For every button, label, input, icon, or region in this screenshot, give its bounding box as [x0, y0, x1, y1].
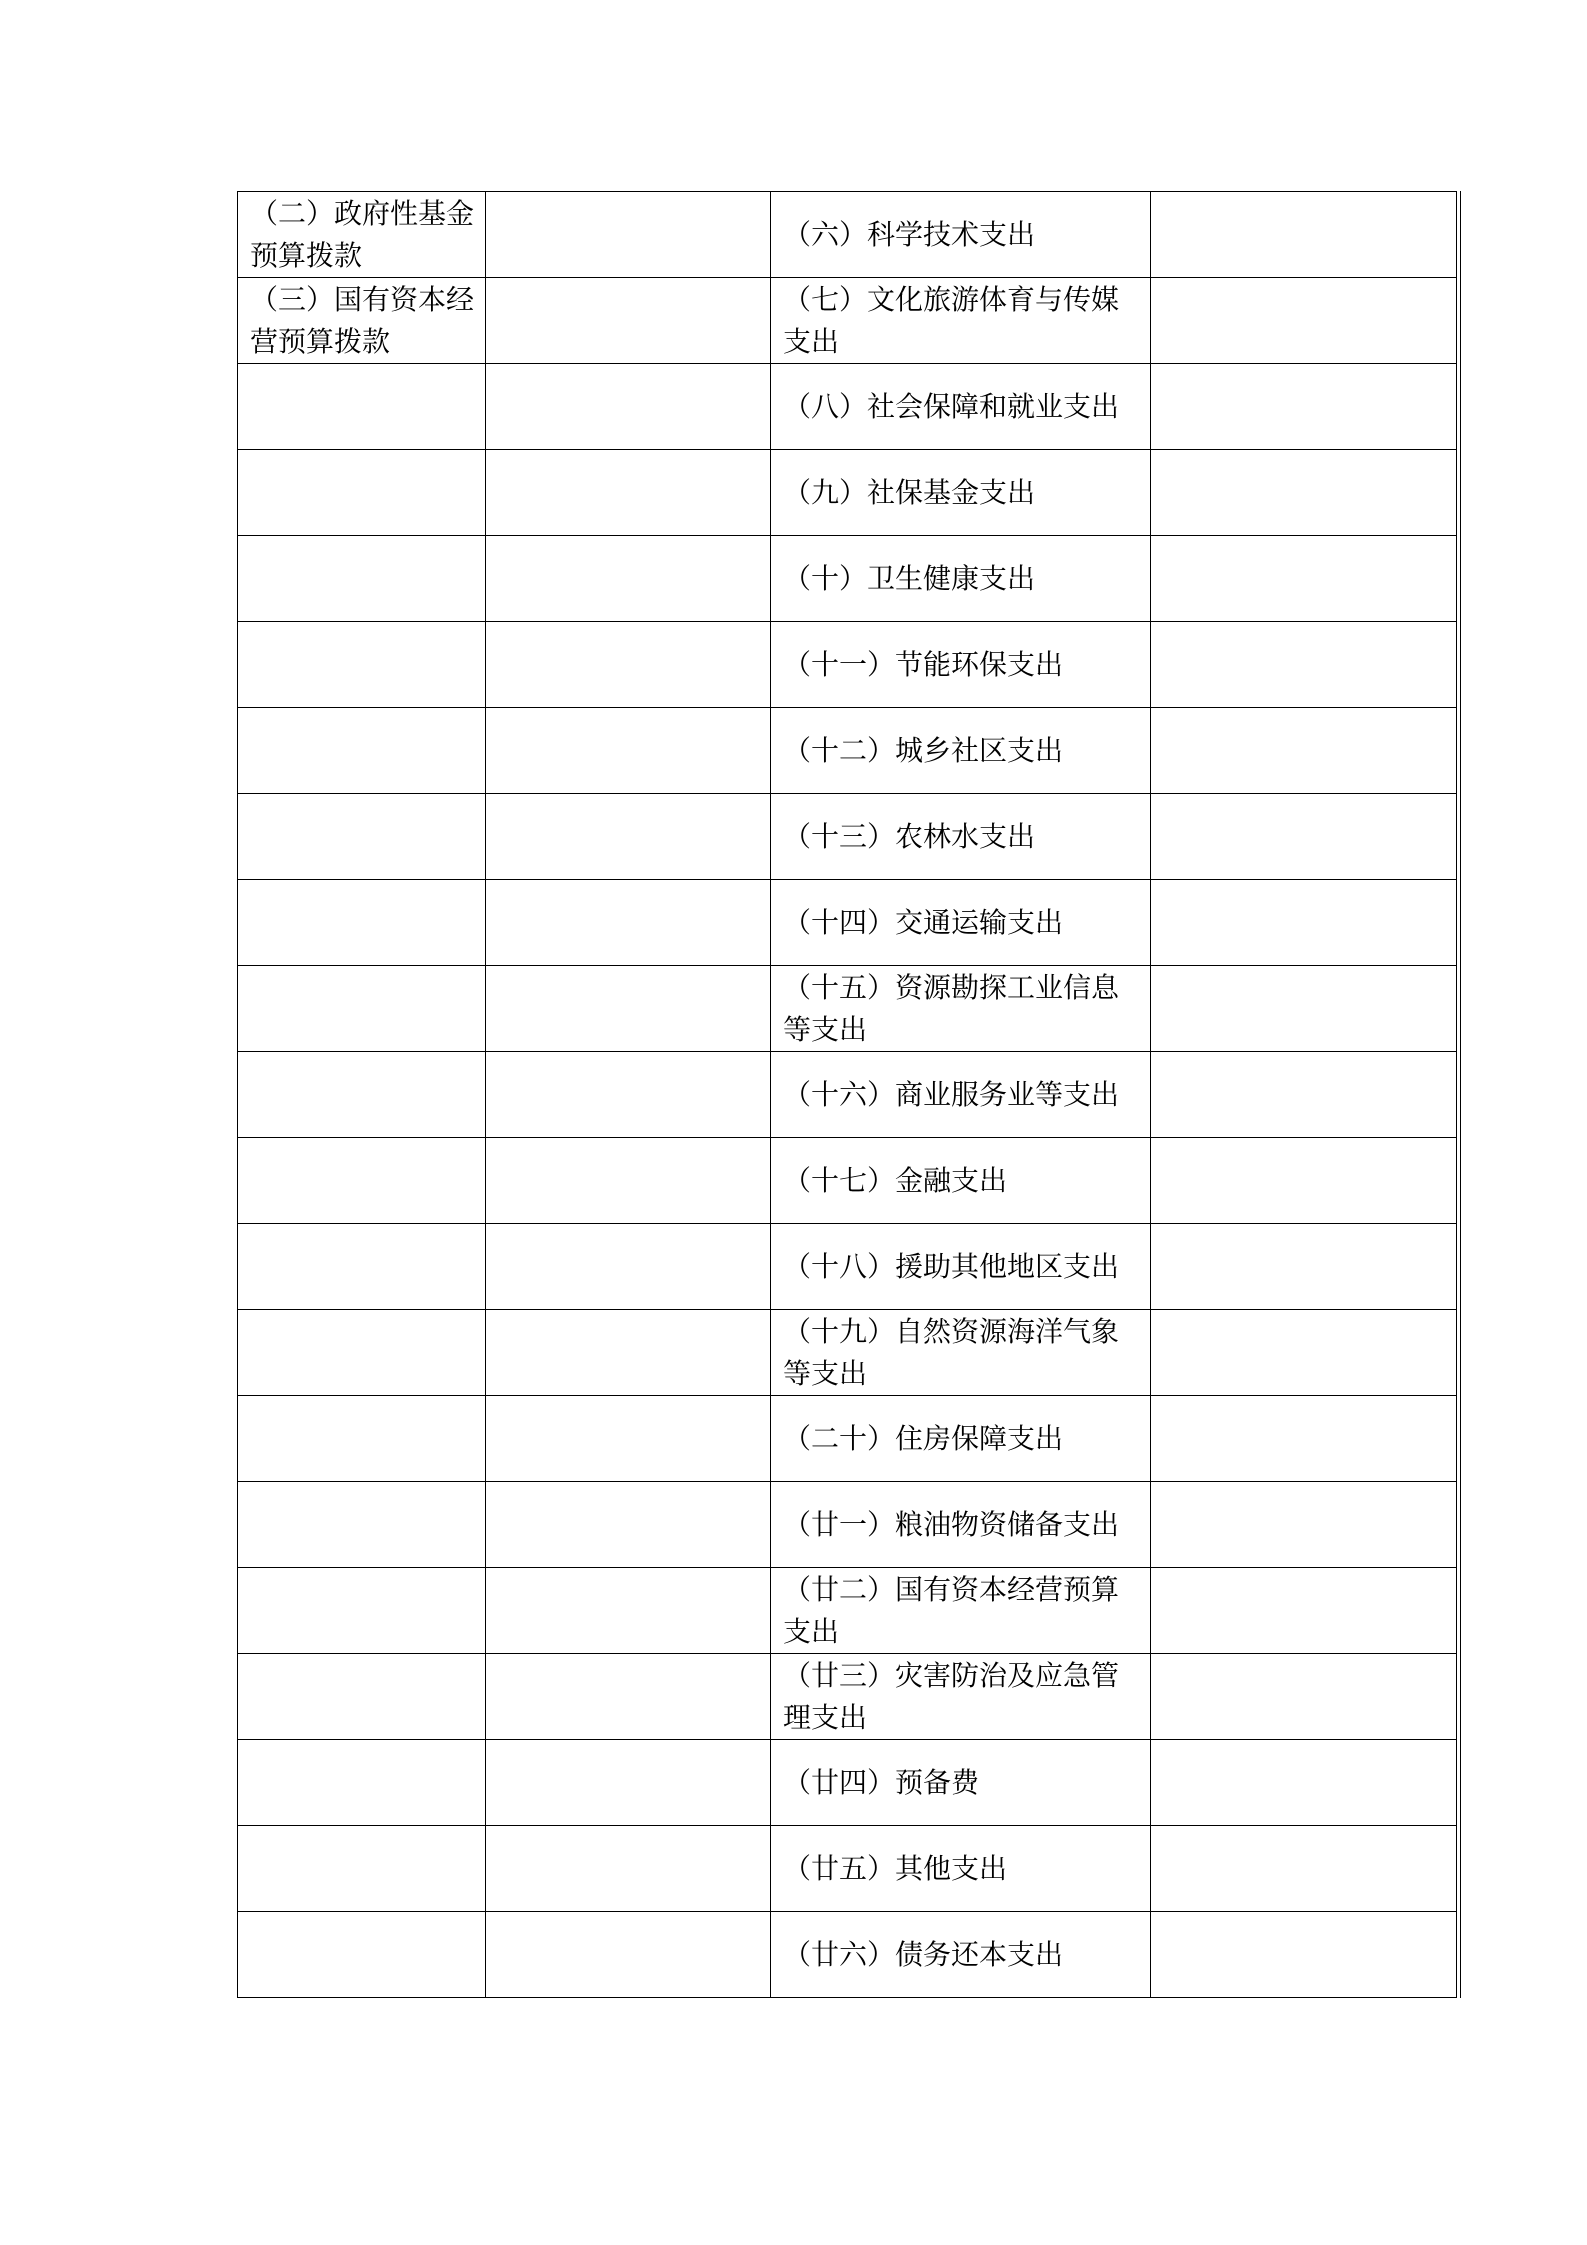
table-row: [238, 1740, 1457, 1826]
expense-amount-cell: [1151, 450, 1457, 536]
income-item-cell: （三）国有资本经营预算拨款: [238, 278, 486, 364]
table-row: [238, 1224, 1457, 1310]
expense-item-cell: （二十）住房保障支出: [771, 1396, 1151, 1482]
expense-amount-cell: [1151, 1826, 1457, 1912]
income-item-cell: [238, 1052, 486, 1138]
table-row: [238, 1912, 1457, 1998]
table-row: [238, 536, 1457, 622]
expense-amount-cell: [1151, 536, 1457, 622]
income-item-cell: [238, 450, 486, 536]
expense-item-cell: （十五）资源勘探工业信息等支出: [771, 966, 1151, 1052]
income-item-cell: [238, 364, 486, 450]
expense-item-cell: （十九）自然资源海洋气象等支出: [771, 1310, 1151, 1396]
expense-amount-cell: [1151, 1310, 1457, 1396]
expense-amount-cell: [1151, 1224, 1457, 1310]
income-item-cell: [238, 1740, 486, 1826]
income-amount-cell: [486, 192, 771, 278]
income-amount-cell: [486, 1310, 771, 1396]
expense-amount-cell: [1151, 1654, 1457, 1740]
expense-amount-cell: [1151, 1912, 1457, 1998]
income-amount-cell: [486, 1568, 771, 1654]
table-row: [238, 966, 1457, 1052]
income-amount-cell: [486, 966, 771, 1052]
income-item-cell: [238, 1482, 486, 1568]
income-amount-cell: [486, 1482, 771, 1568]
income-item-cell: [238, 966, 486, 1052]
expense-item-cell: （八）社会保障和就业支出: [771, 364, 1151, 450]
table-row: [238, 622, 1457, 708]
income-item-cell: [238, 536, 486, 622]
table-row: [238, 1482, 1457, 1568]
income-amount-cell: [486, 794, 771, 880]
table-row: [238, 794, 1457, 880]
income-item-cell: [238, 1826, 486, 1912]
income-amount-cell: [486, 1138, 771, 1224]
expense-item-cell: （廿二）国有资本经营预算支出: [771, 1568, 1151, 1654]
table-row: [238, 880, 1457, 966]
expense-amount-cell: [1151, 794, 1457, 880]
expense-item-cell: （九）社保基金支出: [771, 450, 1151, 536]
income-item-cell: [238, 1310, 486, 1396]
income-amount-cell: [486, 364, 771, 450]
income-amount-cell: [486, 1740, 771, 1826]
table-row: [238, 278, 1457, 364]
income-item-cell: [238, 1224, 486, 1310]
expense-item-cell: （廿一）粮油物资储备支出: [771, 1482, 1151, 1568]
expense-item-cell: （十）卫生健康支出: [771, 536, 1151, 622]
expense-item-cell: （廿五）其他支出: [771, 1826, 1151, 1912]
expense-item-cell: （六）科学技术支出: [771, 192, 1151, 278]
income-item-cell: [238, 708, 486, 794]
table-row: [238, 1138, 1457, 1224]
income-item-cell: [238, 622, 486, 708]
table-row: [238, 1826, 1457, 1912]
table-row: [238, 1310, 1457, 1396]
table-row: [238, 1052, 1457, 1138]
income-amount-cell: [486, 536, 771, 622]
income-amount-cell: [486, 1396, 771, 1482]
expense-amount-cell: [1151, 364, 1457, 450]
income-amount-cell: [486, 880, 771, 966]
table-row: [238, 708, 1457, 794]
budget-table-container: [237, 191, 1461, 1998]
table-row: [238, 1568, 1457, 1654]
income-item-cell: [238, 794, 486, 880]
expense-item-cell: （十八）援助其他地区支出: [771, 1224, 1151, 1310]
income-amount-cell: [486, 1052, 771, 1138]
table-row: [238, 450, 1457, 536]
expense-item-cell: （十二）城乡社区支出: [771, 708, 1151, 794]
expense-amount-cell: [1151, 1740, 1457, 1826]
expense-item-cell: （廿四）预备费: [771, 1740, 1151, 1826]
income-item-cell: （二）政府性基金预算拨款: [238, 192, 486, 278]
income-item-cell: [238, 1396, 486, 1482]
expense-amount-cell: [1151, 880, 1457, 966]
budget-table-body: [238, 192, 1457, 1998]
income-item-cell: [238, 1568, 486, 1654]
expense-item-cell: （十一）节能环保支出: [771, 622, 1151, 708]
table-row: [238, 192, 1457, 278]
income-item-cell: [238, 1654, 486, 1740]
expense-item-cell: （七）文化旅游体育与传媒支出: [771, 278, 1151, 364]
expense-item-cell: （廿三）灾害防治及应急管理支出: [771, 1654, 1151, 1740]
expense-item-cell: （十七）金融支出: [771, 1138, 1151, 1224]
income-amount-cell: [486, 1912, 771, 1998]
income-amount-cell: [486, 278, 771, 364]
expense-amount-cell: [1151, 708, 1457, 794]
income-amount-cell: [486, 622, 771, 708]
income-item-cell: [238, 1138, 486, 1224]
income-amount-cell: [486, 708, 771, 794]
expense-amount-cell: [1151, 622, 1457, 708]
income-item-cell: [238, 880, 486, 966]
expense-item-cell: （十六）商业服务业等支出: [771, 1052, 1151, 1138]
income-amount-cell: [486, 1224, 771, 1310]
expense-amount-cell: [1151, 1052, 1457, 1138]
budget-table: [237, 191, 1457, 1998]
income-amount-cell: [486, 1654, 771, 1740]
expense-amount-cell: [1151, 1568, 1457, 1654]
income-amount-cell: [486, 450, 771, 536]
table-row: [238, 1654, 1457, 1740]
expense-item-cell: （廿六）债务还本支出: [771, 1912, 1151, 1998]
expense-amount-cell: [1151, 1396, 1457, 1482]
table-row: [238, 1396, 1457, 1482]
expense-amount-cell: [1151, 192, 1457, 278]
expense-amount-cell: [1151, 966, 1457, 1052]
table-row: [238, 364, 1457, 450]
expense-amount-cell: [1151, 1138, 1457, 1224]
expense-amount-cell: [1151, 278, 1457, 364]
expense-item-cell: （十三）农林水支出: [771, 794, 1151, 880]
income-amount-cell: [486, 1826, 771, 1912]
expense-amount-cell: [1151, 1482, 1457, 1568]
expense-item-cell: （十四）交通运输支出: [771, 880, 1151, 966]
income-item-cell: [238, 1912, 486, 1998]
